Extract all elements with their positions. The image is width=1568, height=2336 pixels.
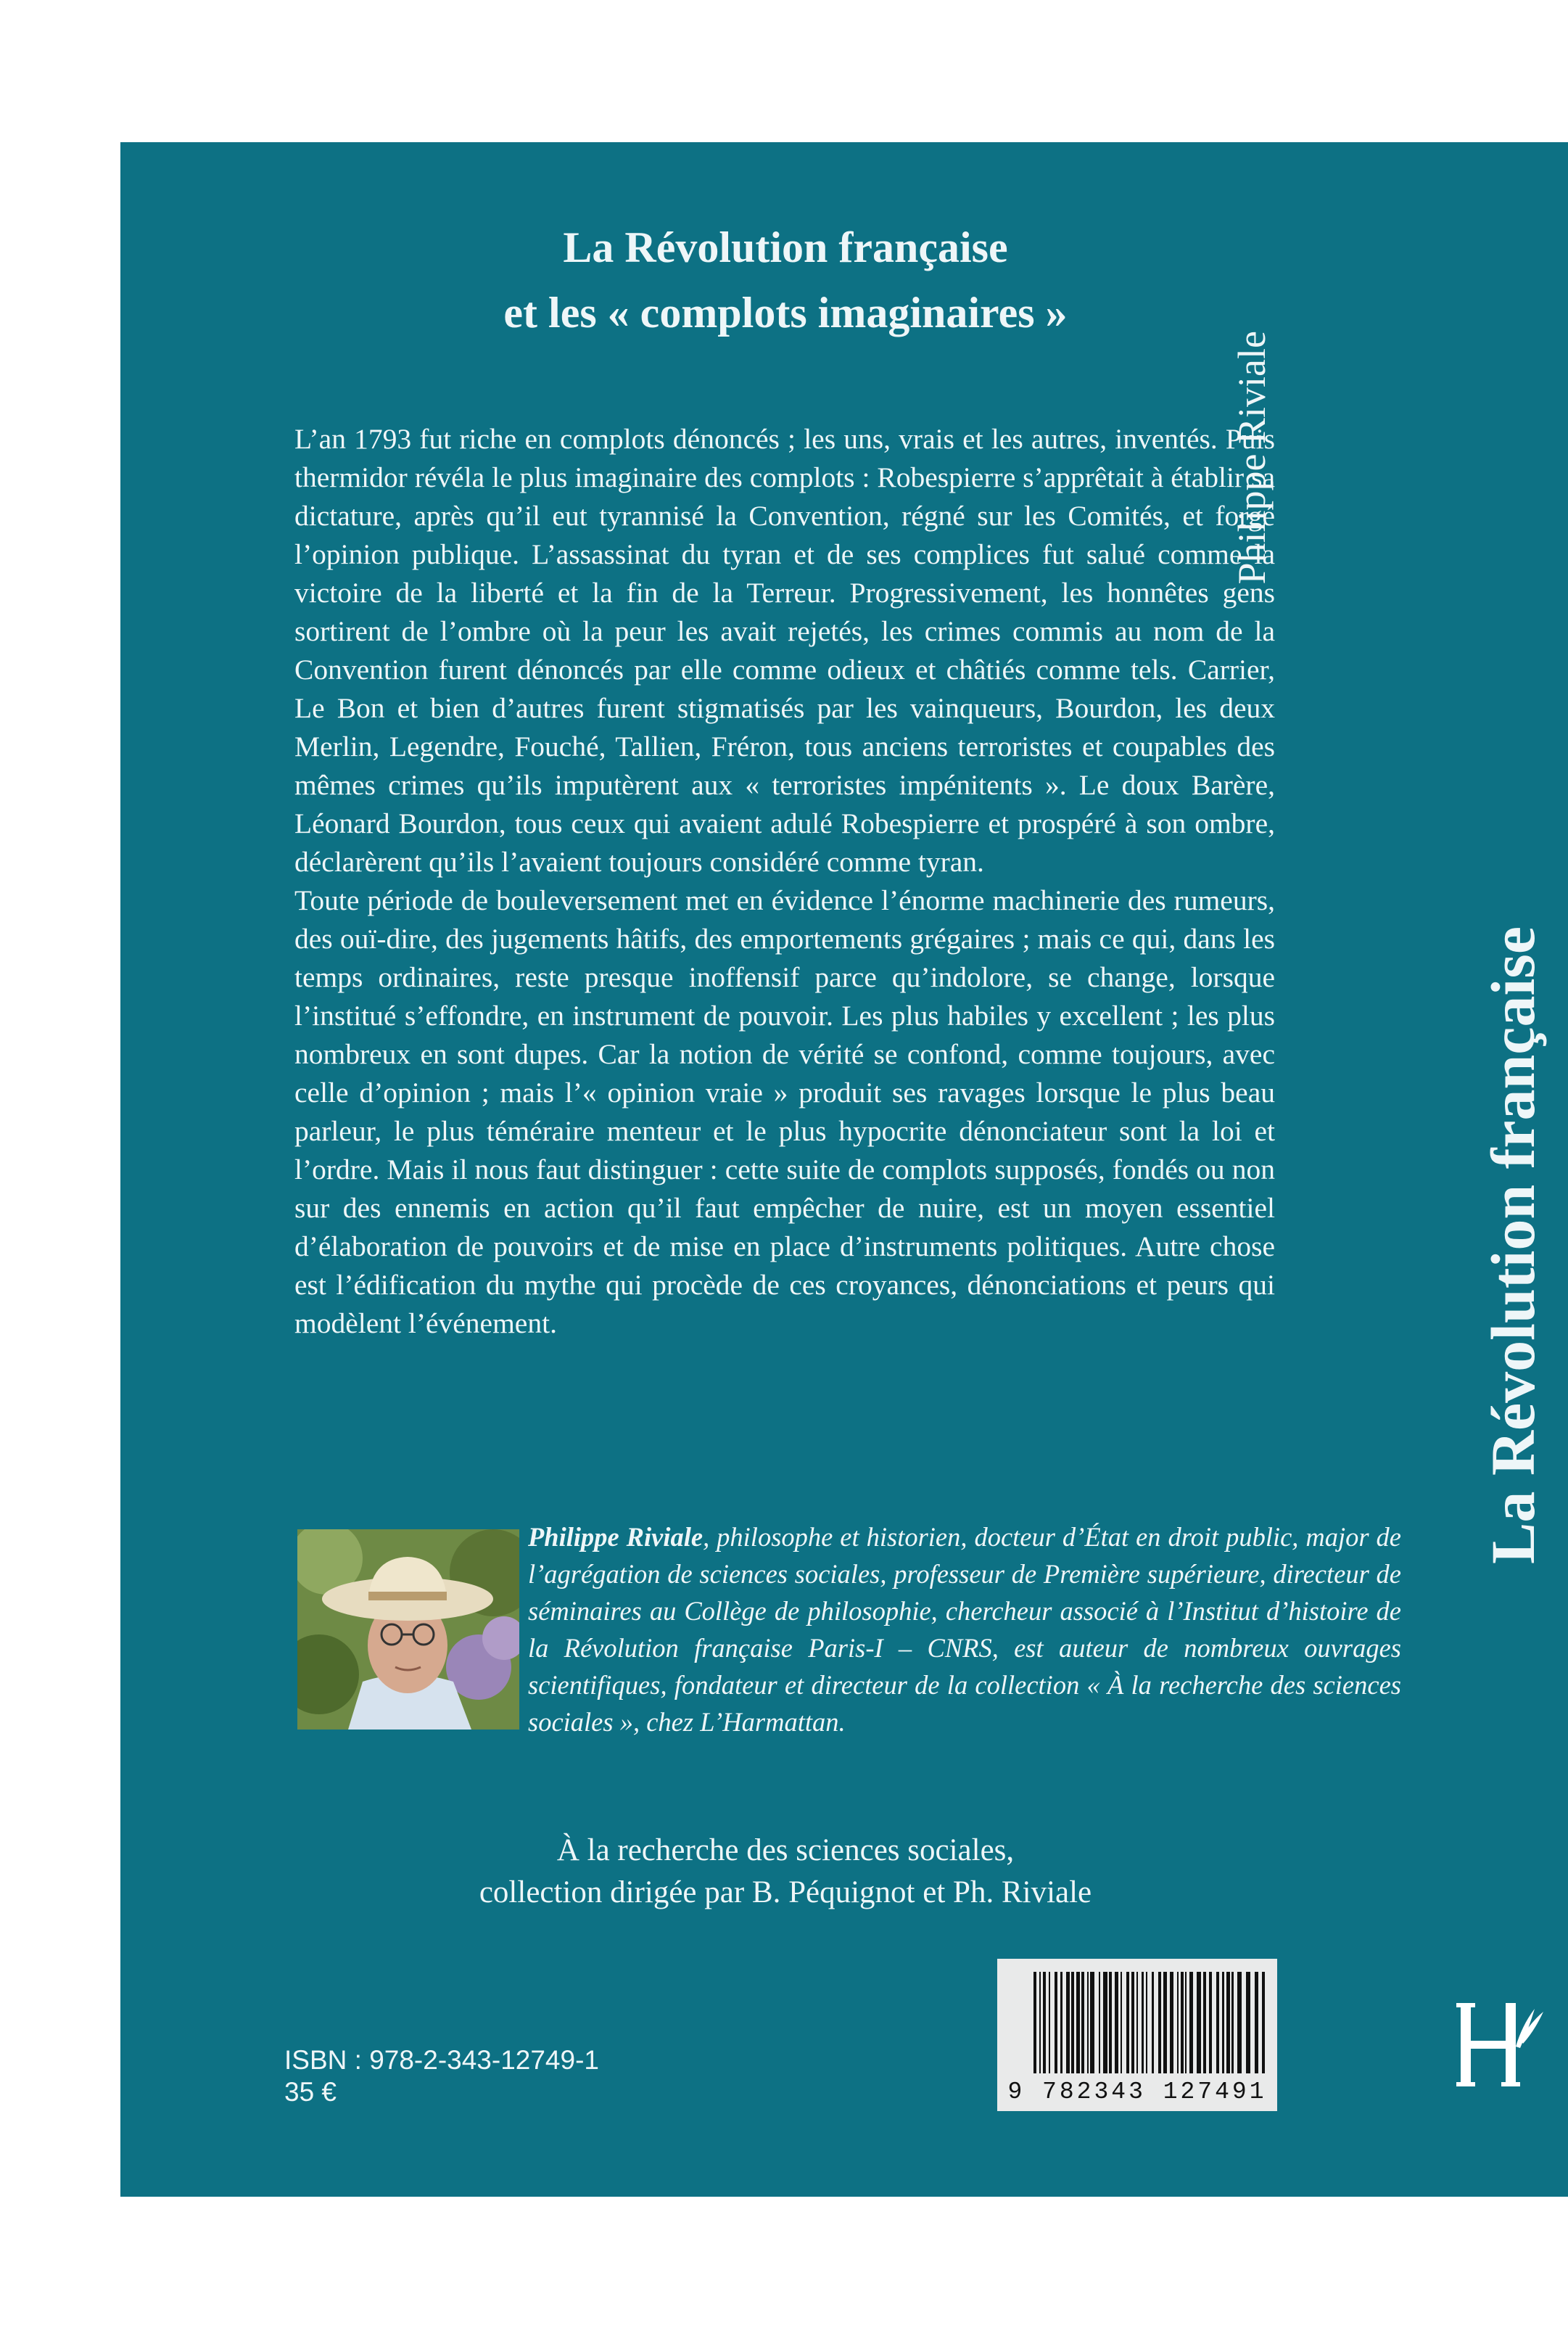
barcode-bar	[1087, 1972, 1089, 2073]
barcode-bar	[1121, 1972, 1122, 2073]
barcode-digits: 9 782343 127491	[1007, 2078, 1267, 2105]
author-name: Philippe Riviale	[528, 1522, 703, 1552]
spine-author: Philippe Riviale	[1230, 331, 1274, 585]
barcode-bar	[1158, 1972, 1161, 2073]
barcode-bar	[1177, 1972, 1179, 2073]
barcode-bar	[1049, 1972, 1050, 2073]
barcode-bar	[1262, 1972, 1265, 2073]
book-title-line1: La Révolution française	[563, 223, 1008, 271]
barcode-bar	[1237, 1972, 1242, 2073]
spine-author-container	[1230, 331, 1564, 665]
barcode-bar	[1246, 1972, 1250, 2073]
isbn-block	[284, 2044, 599, 2108]
barcode-bar	[1115, 1972, 1118, 2073]
barcode-bar	[1066, 1972, 1070, 2073]
barcode-bar	[1170, 1972, 1173, 2073]
barcode-bar	[1142, 1972, 1144, 2073]
barcode-bar	[1033, 1972, 1036, 2073]
back-cover	[120, 142, 1568, 2197]
barcode-bar	[1226, 1972, 1230, 2073]
barcode-bar	[1255, 1972, 1258, 2073]
barcode-bar	[1076, 1972, 1080, 2073]
barcode-bar	[1043, 1972, 1046, 2073]
barcode-bar	[1071, 1972, 1074, 2073]
barcode-bar	[1081, 1972, 1084, 2073]
blurb-text	[294, 420, 1275, 1343]
barcode-bar	[1146, 1972, 1147, 2073]
harmattan-logo-icon	[1453, 1996, 1548, 2094]
photo-spacer	[292, 1518, 528, 1740]
blurb-paragraph-2: Toute période de bouleversement met en évidence l’énorme machinerie des rumeurs, des ouï-dire, des jugements hâtifs, des emportements grégaires ; mais ce qui, dans les temps ordinaires, reste presque inoffensif parce qu’indolore, se change, lorsque l’institué s’effondre, en instrument de pouvoir. Les plus habiles y excellent ; les plus nombreux en sont dupes. Car la notion de vérité se confond, comme toujours, avec celle d’opinion ; mais l’« opinion vraie » produit ses ravages lorsque le plus beau parleur, le plus téméraire menteur et le plus hypocrite dénonciateur sont la loi et l’ordre. Mais il nous faut distinguer : cette suite de complots supposés, fondés ou non sur des ennemis en action qu’il faut empêcher de nuire, est un moyen essentiel d’élaboration de pouvoirs et de mise en place d’instruments politiques. Autre chose est l’édification du mythe qui procède de ces croyances, dénonciations et peurs qui modèlent l’événement.	[294, 884, 1275, 1339]
isbn-number: ISBN : 978-2-343-12749-1	[284, 2045, 599, 2075]
price: 35 €	[284, 2077, 337, 2107]
barcode-bar	[1216, 1972, 1219, 2073]
collection-line2: collection dirigée par B. Péquignot et Ph. Riviale	[479, 1875, 1092, 1909]
barcode-bar	[1131, 1972, 1134, 2073]
barcode-bar	[1197, 1972, 1201, 2073]
barcode-bar	[1152, 1972, 1154, 2073]
book-title	[120, 215, 1451, 345]
barcode-bar	[1185, 1972, 1187, 2073]
barcode-bar	[1209, 1972, 1212, 2073]
spine-title: La Révolution française	[1478, 926, 1548, 1564]
barcode-bar	[1181, 1972, 1184, 2073]
barcode-bar	[1109, 1972, 1112, 2073]
author-bio	[292, 1518, 1401, 1740]
barcode-bar	[1189, 1972, 1193, 2073]
barcode-bar	[1126, 1972, 1129, 2073]
author-bio-text: , philosophe et historien, docteur d’État en droit public, major de l’agrégation de sciences sociales, professeur de Première supérieure, directeur de séminaires au Collège de philosophie, chercheur associé à l’Institut d’histoire de la Révolution française Paris-I – CNRS, est auteur de nombreux ouvrages scientifiques, fondateur et directeur de la collection « À la recherche des sciences sociales », chez L’Harmattan.	[528, 1522, 1401, 1737]
barcode-bars	[997, 1959, 1277, 2082]
barcode	[997, 1959, 1277, 2111]
barcode-bar	[1231, 1972, 1234, 2073]
barcode-bar	[1222, 1972, 1224, 2073]
book-title-line2: et les « complots imaginaires »	[503, 289, 1068, 337]
barcode-bar	[1055, 1972, 1057, 2073]
barcode-bar	[1099, 1972, 1100, 2073]
barcode-bar	[1060, 1972, 1062, 2073]
barcode-bar	[1090, 1972, 1094, 2073]
barcode-bar	[1039, 1972, 1041, 2073]
blurb-paragraph-1: L’an 1793 fut riche en complots dénoncés ; les uns, vrais et les autres, inventés. Puis thermidor révéla le plus imaginaire des complots : Robespierre s’apprêtait à établir sa dictature, après qu’il eut tyrannisé la Convention, régné sur les Comités, et forgé l’opinion publique. L’assassinat du tyran et de ses complices fut salué comme la victoire de la liberté et la fin de la Terreur. Progressivement, les honnêtes gens sortirent de l’ombre où la peur les avait rejetés, les crimes commis au nom de la Convention furent dénoncés par elle comme odieux et châtiés comme tels. Carrier, Le Bon et bien d’autres furent stigmatisés par les vainqueurs, Bourdon, les deux Merlin, Legendre, Fouché, Tallien, Fréron, tous anciens terroristes et coupables des mêmes crimes qu’ils imputèrent aux « terroristes impénitents ». Le doux Barère, Léonard Bourdon, tous ceux qui avaient adulé Robespierre et prospéré à son ombre, déclarèrent qu’ils l’avaient toujours considéré comme tyran.	[294, 423, 1275, 878]
collection-line1: À la recherche des sciences sociales,	[556, 1833, 1015, 1867]
barcode-bar	[1136, 1972, 1138, 2073]
barcode-bar	[1163, 1972, 1167, 2073]
barcode-bar	[1103, 1972, 1107, 2073]
collection-note	[120, 1830, 1451, 1914]
barcode-bar	[1203, 1972, 1206, 2073]
